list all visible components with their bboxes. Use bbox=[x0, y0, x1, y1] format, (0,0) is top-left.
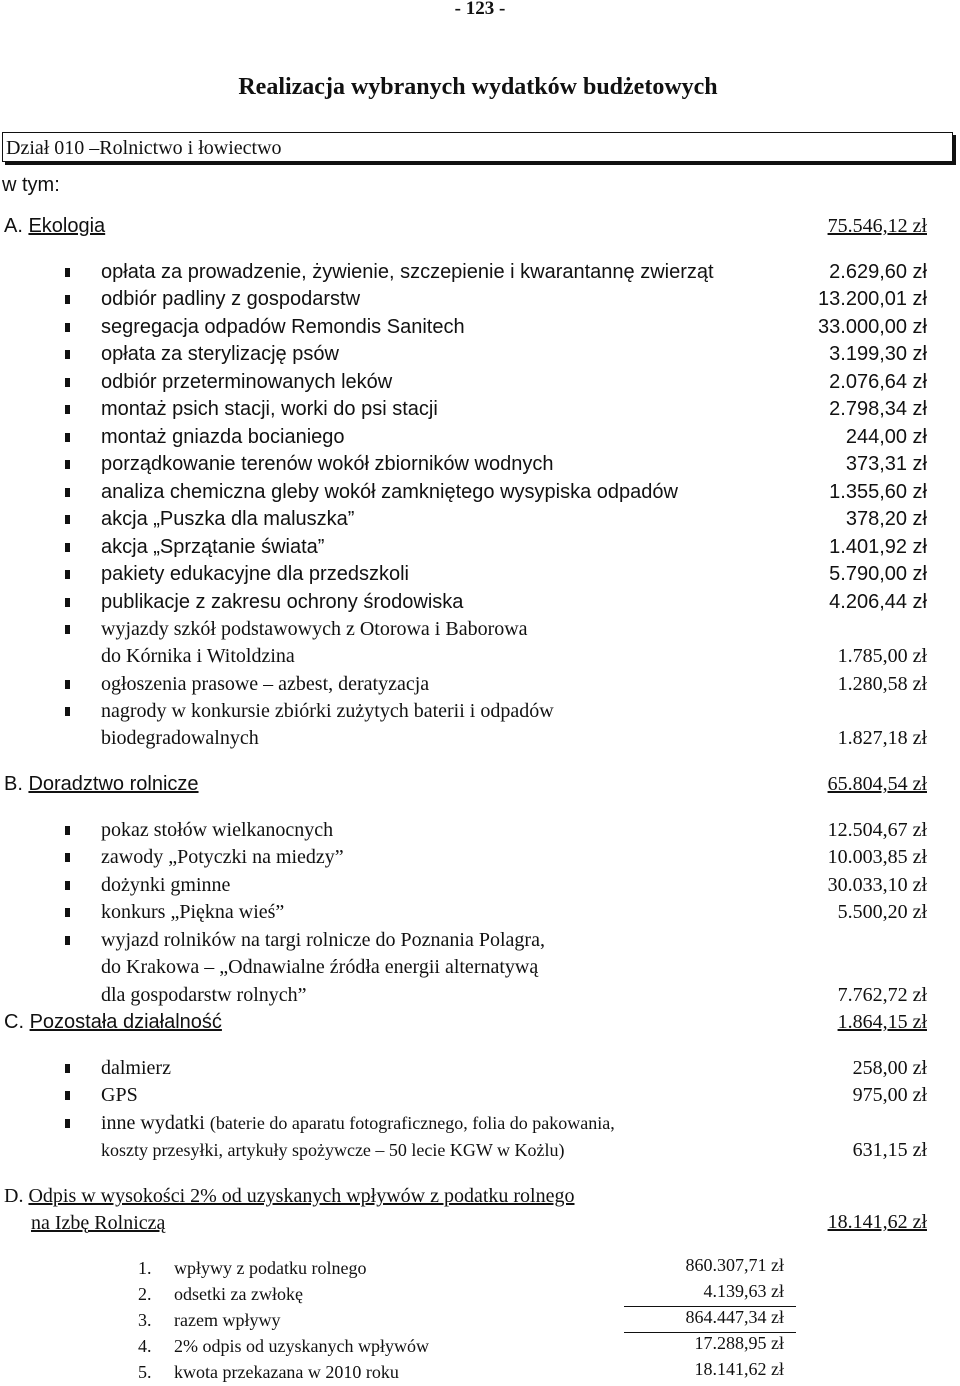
page-number: - 123 - bbox=[454, 0, 506, 19]
section-d-label-line2 bbox=[31, 1210, 165, 1237]
section-d-prefix: D. bbox=[4, 1185, 29, 1207]
list-item bbox=[101, 844, 927, 871]
table-row bbox=[130, 1255, 796, 1281]
page-title bbox=[0, 74, 960, 101]
list-item bbox=[101, 698, 927, 753]
item-text: pakiety edukacyjne dla przedszkoli bbox=[101, 563, 409, 585]
bullet-icon bbox=[65, 323, 70, 332]
bullet-icon bbox=[65, 1091, 70, 1100]
item-text: zawody „Potyczki na miedzy” bbox=[101, 846, 344, 868]
list-item bbox=[101, 1110, 927, 1165]
list-item bbox=[101, 561, 927, 588]
list-item bbox=[101, 451, 927, 478]
section-d-label-line1: Odpis w wysokości 2% od uzyskanych wpływów z podatku rolnego bbox=[28, 1185, 575, 1207]
section-b-amount: 65.804,54 zł bbox=[827, 773, 927, 795]
bullet-icon bbox=[65, 460, 70, 469]
item-text: publikacje z zakresu ochrony środowiska bbox=[101, 591, 464, 613]
list-item bbox=[101, 341, 927, 368]
bullet-icon bbox=[65, 378, 70, 387]
bullet-icon bbox=[65, 881, 70, 890]
item-amount: 2.798,34 zł bbox=[829, 398, 927, 420]
item-amount: 1.827,18 zł bbox=[837, 727, 927, 750]
item-text: wyjazdy szkół podstawowych z Otorowa i Baborowa bbox=[101, 618, 528, 640]
item-text: montaż psich stacji, worki do psi stacji bbox=[101, 398, 438, 420]
bullet-icon bbox=[65, 908, 70, 917]
list-item bbox=[101, 479, 927, 506]
bullet-icon bbox=[65, 1064, 70, 1073]
row-value: 18.141,62 zł bbox=[694, 1359, 784, 1379]
row-number: 4. bbox=[138, 1336, 152, 1356]
bullet-icon bbox=[65, 515, 70, 524]
bullet-icon bbox=[65, 433, 70, 442]
item-text: nagrody w konkursie zbiórki zużytych baterii i odpadów bbox=[101, 700, 554, 722]
item-text: porządkowanie terenów wokół zbiorników wodnych bbox=[101, 453, 554, 475]
item-text: GPS bbox=[101, 1084, 138, 1106]
list-item bbox=[101, 534, 927, 561]
item-text-detail: (baterie do aparatu fotograficznego, folia do pakowania, bbox=[209, 1113, 615, 1133]
list-item bbox=[101, 671, 927, 698]
item-amount: 2.629,60 zł bbox=[829, 261, 927, 283]
bullet-icon bbox=[65, 350, 70, 359]
item-text-line2: do Krakowa – „Odnawialne źródła energii alternatywą bbox=[101, 956, 539, 979]
bullet-icon bbox=[65, 570, 70, 579]
item-amount: 373,31 zł bbox=[845, 453, 927, 475]
section-a-prefix: A. bbox=[4, 215, 29, 237]
list-item bbox=[101, 1082, 927, 1109]
list-item bbox=[101, 424, 927, 451]
list-item bbox=[101, 616, 927, 671]
table-row bbox=[130, 1281, 796, 1307]
item-amount: 244,00 zł bbox=[845, 426, 927, 448]
table-row bbox=[130, 1307, 796, 1333]
list-item bbox=[101, 872, 927, 899]
item-amount: 10.003,85 zł bbox=[827, 846, 927, 868]
list-item bbox=[101, 314, 927, 341]
item-text-line3: dla gospodarstw rolnych” bbox=[101, 983, 307, 1006]
bullet-icon bbox=[65, 936, 70, 945]
item-amount: 33.000,00 zł bbox=[818, 316, 927, 338]
item-amount: 13.200,01 zł bbox=[818, 288, 927, 310]
section-a-label: Ekologia bbox=[28, 215, 106, 237]
item-text: dalmierz bbox=[101, 1057, 171, 1079]
item-text: akcja „Puszka dla maluszka” bbox=[101, 508, 355, 530]
row-number: 2. bbox=[138, 1284, 152, 1304]
table-row bbox=[130, 1333, 796, 1359]
item-amount: 3.199,30 zł bbox=[829, 343, 927, 365]
row-label: kwota przekazana w 2010 roku bbox=[174, 1362, 399, 1382]
list-item bbox=[101, 286, 927, 313]
section-c-heading bbox=[4, 1011, 222, 1034]
bullet-icon bbox=[65, 295, 70, 304]
department-heading: Dział 010 –Rolnictwo i łowiectwo bbox=[6, 137, 282, 159]
bullet-icon bbox=[65, 488, 70, 497]
item-text: opłata za sterylizację psów bbox=[101, 343, 339, 365]
row-label: odsetki za zwłokę bbox=[174, 1284, 303, 1304]
list-item bbox=[101, 369, 927, 396]
row-number: 1. bbox=[138, 1258, 152, 1278]
row-label: wpływy z podatku rolnego bbox=[174, 1258, 367, 1278]
section-d-amount: 18.141,62 zł bbox=[827, 1211, 927, 1233]
bullet-icon bbox=[65, 680, 70, 689]
item-amount: 4.206,44 zł bbox=[829, 591, 927, 613]
item-text: ogłoszenia prasowe – azbest, deratyzacja bbox=[101, 673, 430, 695]
list-item bbox=[101, 817, 927, 844]
list-item bbox=[101, 899, 927, 926]
item-text: pokaz stołów wielkanocnych bbox=[101, 819, 334, 841]
item-text: wyjazd rolników na targi rolnicze do Poznania Polagra, bbox=[101, 929, 545, 951]
section-c-prefix: C. bbox=[4, 1011, 30, 1033]
item-text-line2: koszty przesyłki, artykuły spożywcze – 50 lecie KGW w Kożlu) bbox=[101, 1140, 565, 1161]
item-amount: 30.033,10 zł bbox=[827, 874, 927, 896]
item-amount: 2.076,64 zł bbox=[829, 371, 927, 393]
item-amount: 7.762,72 zł bbox=[837, 983, 927, 1006]
row-label: 2% odpis od uzyskanych wpływów bbox=[174, 1336, 429, 1356]
section-b-heading bbox=[4, 773, 199, 796]
section-a-heading bbox=[4, 215, 105, 238]
bullet-icon bbox=[65, 543, 70, 552]
list-item bbox=[101, 589, 927, 616]
item-text: odbiór padliny z gospodarstw bbox=[101, 288, 361, 310]
section-c-amount: 1.864,15 zł bbox=[837, 1011, 927, 1033]
item-text: opłata za prowadzenie, żywienie, szczepienie i kwarantannę zwierząt bbox=[101, 261, 714, 283]
item-amount: 975,00 zł bbox=[852, 1084, 927, 1106]
row-value: 17.288,95 zł bbox=[694, 1333, 784, 1353]
item-text: analiza chemiczna gleby wokół zamkniętego wysypiska odpadów bbox=[101, 481, 678, 503]
item-amount: 631,15 zł bbox=[852, 1139, 927, 1162]
item-amount: 378,20 zł bbox=[845, 508, 927, 530]
item-amount: 1.280,58 zł bbox=[837, 673, 927, 695]
item-text: konkurs „Piękna wieś” bbox=[101, 901, 285, 923]
bullet-icon bbox=[65, 405, 70, 414]
section-b-label: Doradztwo rolnicze bbox=[28, 773, 199, 795]
in-which-label: w tym: bbox=[2, 174, 60, 196]
section-d-heading bbox=[4, 1183, 575, 1210]
item-amount: 258,00 zł bbox=[852, 1057, 927, 1079]
item-amount: 1.401,92 zł bbox=[829, 536, 927, 558]
bullet-icon bbox=[65, 268, 70, 277]
section-d-label-line2-text: na Izbę Rolniczą bbox=[31, 1212, 166, 1234]
page-title-text: Realizacja wybranych wydatków budżetowych bbox=[238, 74, 718, 100]
row-value: 4.139,63 zł bbox=[703, 1281, 784, 1301]
list-item bbox=[101, 927, 927, 1009]
row-value: 864.447,34 zł bbox=[685, 1307, 784, 1327]
item-text: montaż gniazda bocianiego bbox=[101, 426, 345, 448]
bullet-icon bbox=[65, 853, 70, 862]
bullet-icon bbox=[65, 598, 70, 607]
bullet-icon bbox=[65, 625, 70, 634]
bullet-icon bbox=[65, 826, 70, 835]
item-amount: 12.504,67 zł bbox=[827, 819, 927, 841]
item-amount: 1.785,00 zł bbox=[837, 645, 927, 668]
list-item bbox=[101, 259, 927, 286]
section-c-label: Pozostała działalność bbox=[29, 1011, 222, 1033]
bullet-icon bbox=[65, 707, 70, 716]
item-text: odbiór przeterminowanych leków bbox=[101, 371, 393, 393]
row-label: razem wpływy bbox=[174, 1310, 281, 1330]
list-item bbox=[101, 396, 927, 423]
item-amount: 5.500,20 zł bbox=[837, 901, 927, 923]
item-text: segregacja odpadów Remondis Sanitech bbox=[101, 316, 465, 338]
row-number: 5. bbox=[138, 1362, 152, 1382]
item-text-line2: biodegradowalnych bbox=[101, 727, 259, 750]
item-text: akcja „Sprzątanie świata” bbox=[101, 536, 325, 558]
item-text: inne wydatki bbox=[101, 1112, 210, 1134]
item-amount: 1.355,60 zł bbox=[829, 481, 927, 503]
list-item bbox=[101, 506, 927, 533]
table-row bbox=[130, 1359, 796, 1385]
row-number: 3. bbox=[138, 1310, 152, 1330]
item-text: dożynki gminne bbox=[101, 874, 231, 896]
section-b-prefix: B. bbox=[4, 773, 29, 795]
section-a-amount: 75.546,12 zł bbox=[827, 215, 927, 237]
row-value: 860.307,71 zł bbox=[685, 1255, 784, 1275]
item-text-line2: do Kórnika i Witoldzina bbox=[101, 645, 295, 668]
list-item bbox=[101, 1055, 927, 1082]
bullet-icon bbox=[65, 1119, 70, 1128]
item-amount: 5.790,00 zł bbox=[829, 563, 927, 585]
